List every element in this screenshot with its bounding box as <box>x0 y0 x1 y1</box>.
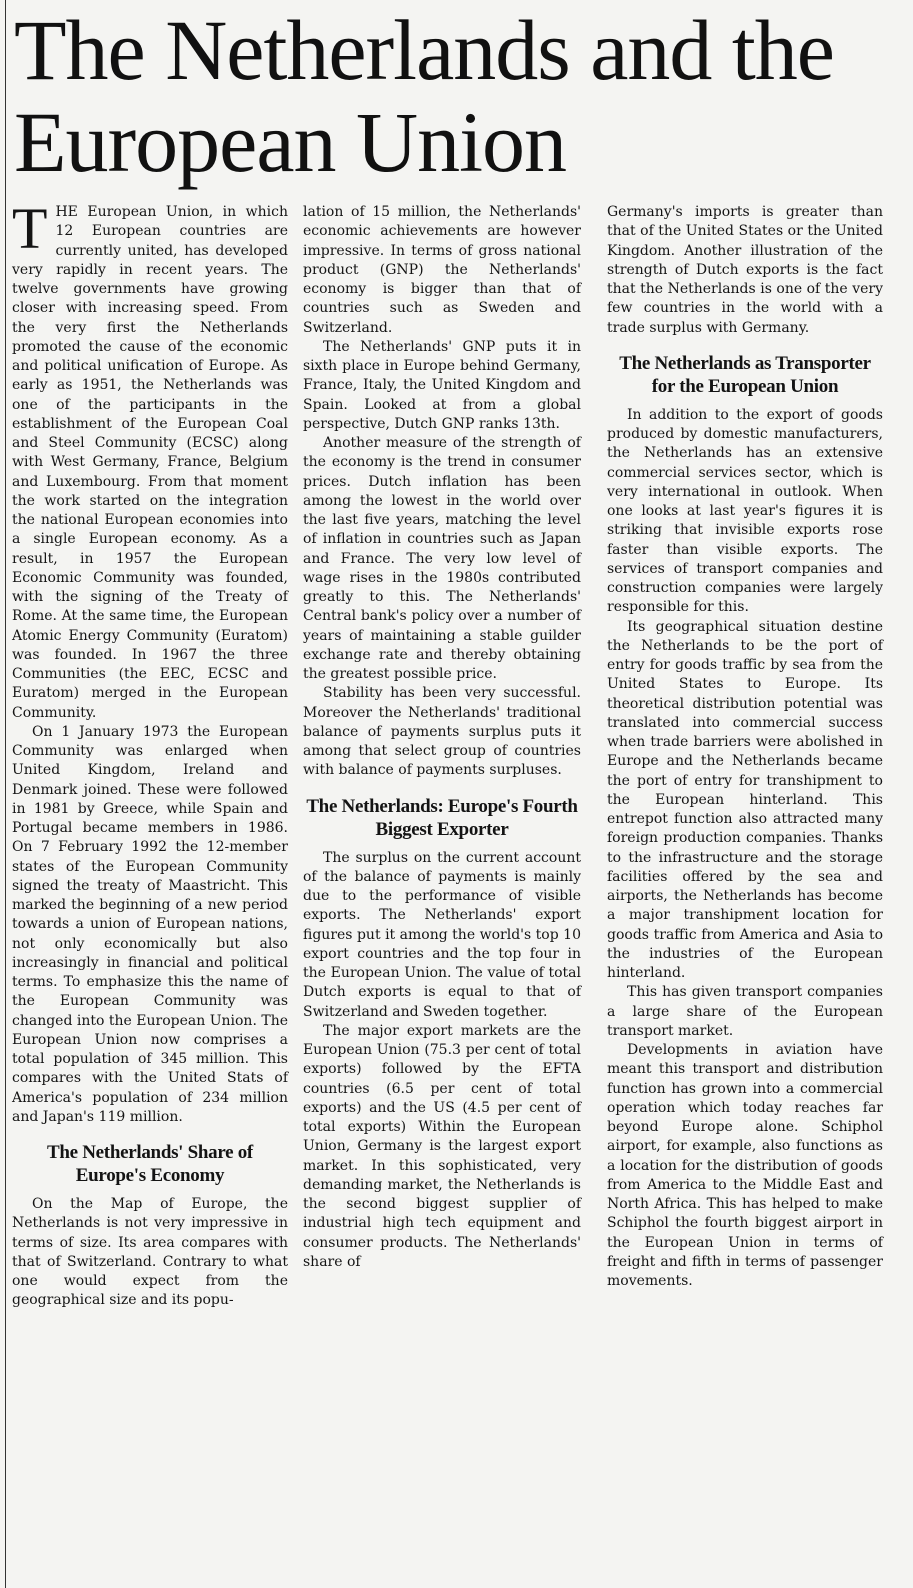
section-heading: The Netherlands as Transporter for the European Union <box>619 352 871 397</box>
paragraph: THE European Union, in which 12 European countries are currently united, has developed very rapidly in recent years. The twelve governments have growing closer with increasing speed. From the very first the Netherlands promoted the cause of the economic and political unification of Europe. As early as 1951, the Netherlands was one of the participants in the establishment of the European Coal and Steel Community (ECSC) along with West Germany, France, Belgium and Luxembourg. From that moment the work started on the integration the national European economies into a single European economy. As a result, in 1957 the European Economic Community was founded, with the signing of the Treaty of Rome. At the same time, the European Atomic Energy Community (Euratom) was founded. In 1967 the three Communities (the EEC, ECSC and Euratom) merged in the European Community. <box>12 196 288 721</box>
article-column-3 <box>607 203 883 1291</box>
section-heading: The Netherlands' Share of Europe's Economy <box>47 1142 253 1186</box>
article-column-2 <box>303 203 581 1272</box>
paragraph: The Netherlands' GNP puts it in sixth place in Europe behind Germany, France, Italy, the United Kingdom and Spain. Looked at from a global perspective, Dutch GNP ranks 13th. <box>303 338 581 432</box>
drop-cap: T <box>12 196 48 261</box>
section-heading: The Netherlands: Europe's Fourth Biggest Exporter <box>306 795 578 840</box>
paragraph: Another measure of the strength of the economy is the trend in consumer prices. Dutch inflation has been among the lowest in the world over the last five years, matching the level of inflation in countries such as Japan and France. The very low level of wage rises in the 1980s contributed greatly to this. The Netherlands' Central bank's policy over a number of years of maintaining a stable guilder exchange rate and thereby obtaining the greatest possible price. <box>303 435 581 682</box>
paragraph: Stability has been very successful. Moreover the Netherlands' traditional balance of payments surplus puts it among that select group of countries with balance of payments surpluses. <box>303 685 581 779</box>
paragraph: Developments in aviation have meant this transport and distribution function has grown into a commercial operation which today reaches far beyond Europe alone. Schiphol airport, for example, also functions as a location for the distribution of goods from America to the Middle East and North Africa. This has helped to make Schiphol the fourth biggest airport in the European Union in terms of freight and fifth in terms of passenger movements. <box>607 1042 883 1289</box>
column-border <box>5 0 6 1588</box>
paragraph: The major export markets are the European Union (75.3 per cent of total exports) followed by the EFTA countries (6.5 per cent of total exports) and the US (4.5 per cent of total exports) Within the European Union, Germany is the largest export market. In this sophisticated, very demanding market, the Netherlands is the second biggest supplier of industrial high tech equipment and consumer products. The Netherlands' share of <box>303 1022 581 1270</box>
article-column-1 <box>12 196 288 1311</box>
paragraph: This has given transport companies a large share of the European transport market. <box>607 984 883 1039</box>
headline: The Netherlands and the European Union <box>14 2 834 190</box>
paragraph: Germany's imports is greater than that of the United States or the United Kingdom. Another illustration of the strength of Dutch exports is the fact that the Netherlands is one of the very few countries in the world with a trade surplus with Germany. <box>607 204 883 336</box>
paragraph: On the Map of Europe, the Netherlands is not very impressive in terms of size. Its area compares with that of Switzerland. Contrary to what one would expect from the geographical size and its popu- <box>12 1196 288 1309</box>
paragraph: Its geographical situation destine the Netherlands to be the port of entry for goods traffic by sea from the United States to Europe. Its theoretical distribution potential was translated into commercial success when trade barriers were abolished in Europe and the Netherlands became the port of entry for transhipment to the European hinterland. This entrepot function also attracted many foreign production companies. Thanks to the infrastructure and the storage facilities offered by the sea and airports, the Netherlands has become a major transhipment location for goods traffic from America and Asia to the industries of the European hinterland. <box>607 618 883 981</box>
paragraph: In addition to the export of goods produced by domestic manufacturers, the Netherlands has an extensive commercial services sector, which is very international in outlook. When one looks at last year's figures it is striking that invisible exports rose faster than visible exports. The services of transport companies and construction companies were largely responsible for this. <box>607 406 883 616</box>
paragraph: lation of 15 million, the Netherlands' economic achievements are however impressive. In terms of gross national product (GNP) the Netherlands' economy is bigger than that of countries such as Sweden and Switzerland. <box>303 204 581 336</box>
paragraph: On 1 January 1973 the European Community was enlarged when United Kingdom, Ireland and Denmark joined. These were followed in 1981 by Greece, while Spain and Portugal became members in 1986. On 7 February 1992 the 12-member states of the European Community signed the treaty of Maastricht. This marked the beginning of a new period towards a union of European nations, not only economically but also increasingly in financial and political terms. To emphasize this the name of the European Community was changed into the European Union. The European Union now comprises a total population of 345 million. This compares with the United Stats of America's population of 234 million and Japan's 119 million. <box>12 723 288 1125</box>
paragraph: The surplus on the current account of the balance of payments is mainly due to the performance of visible exports. The Netherlands' export figures put it among the world's top 10 export countries and the top four in the European Union. The value of total Dutch exports is equal to that of Switzerland and Sweden together. <box>303 849 581 1020</box>
